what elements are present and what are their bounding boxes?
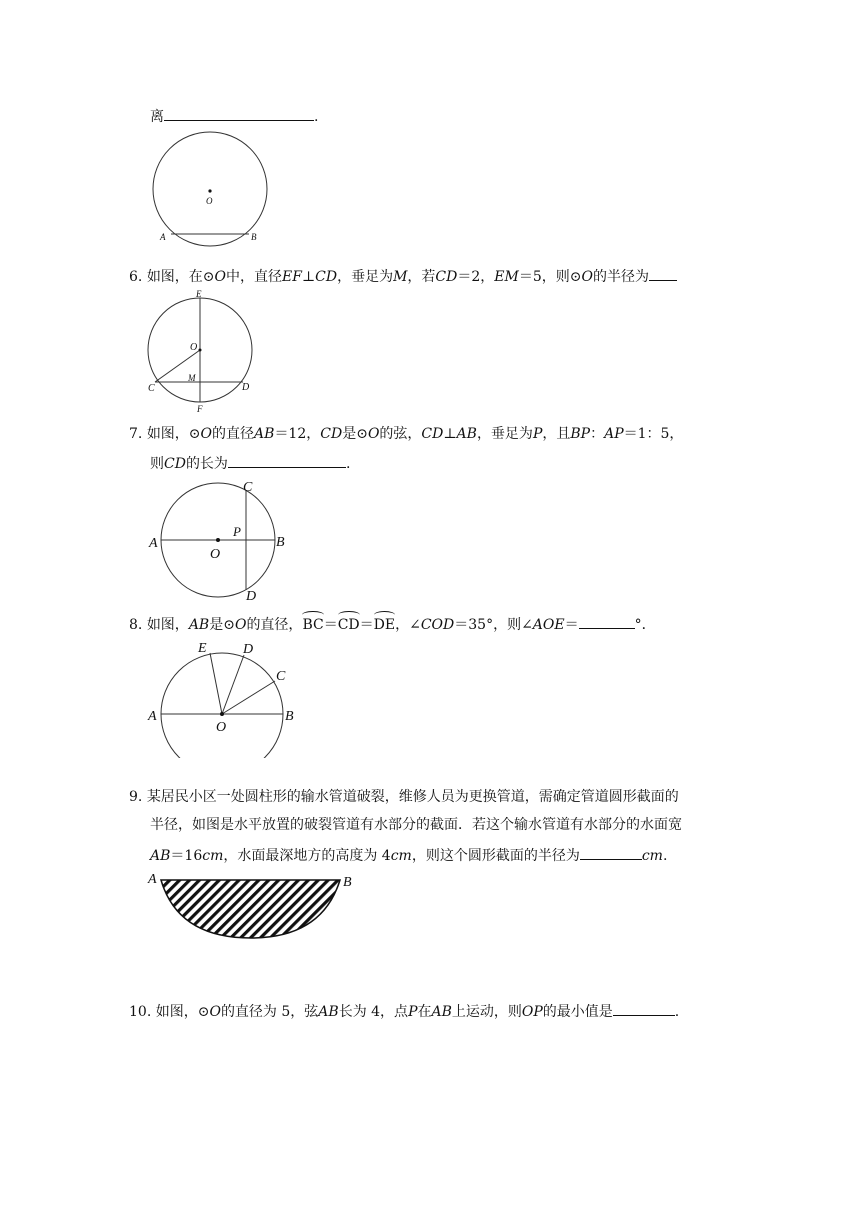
arc-CD: CD [337, 617, 360, 633]
q7-text: 7. 如图，⊙O的直径AB＝12，CD是⊙O的弦，CD⊥AB，垂足为P，且BP：AP＝1：5， [129, 426, 684, 442]
q5-answer-line: 离 . [150, 106, 318, 126]
answer-blank[interactable] [580, 845, 642, 860]
q7-circle-figure [140, 476, 300, 604]
arc-DE: DE [373, 617, 396, 633]
q6-text: 6. 如图，在⊙O中，直径EF⊥CD，垂足为M，若CD＝2，EM＝5，则⊙O的半径为 [129, 266, 677, 286]
svg-text:C: C [148, 383, 155, 394]
svg-text:C: C [243, 480, 253, 495]
answer-blank[interactable] [613, 1001, 675, 1016]
q10-text: 10. 如图，⊙O的直径为 5，弦AB长为 4，点P在AB上运动，则OP的最小值是 . [129, 1001, 679, 1021]
q8-text: 8. 如图，AB是⊙O的直径，BC＝CD＝DE，∠COD＝35°，则∠AOE＝ °． [129, 614, 656, 634]
q9-text-line1: 9. 某居民小区一处圆柱形的输水管道破裂，维修人员为更换管道，需确定管道圆形截面的 [129, 789, 679, 805]
svg-text:O: O [190, 342, 198, 353]
q9-text-line3: AB＝16cm，水面最深地方的高度为 4cm，则这个圆形截面的半径为 cm. [150, 845, 667, 865]
svg-text:B: B [276, 535, 285, 550]
svg-text:D: D [242, 382, 250, 393]
answer-blank[interactable] [579, 614, 635, 629]
q5-circle-figure [140, 128, 280, 248]
svg-text:E: E [196, 289, 202, 299]
svg-text:A: A [148, 872, 157, 887]
q8-circle-figure [140, 638, 310, 758]
answer-blank[interactable] [228, 453, 346, 468]
label-B: B [251, 232, 257, 242]
svg-text:A: A [148, 709, 157, 724]
svg-text:F: F [197, 404, 203, 414]
q9-pipe-cross-section [140, 868, 365, 943]
svg-text:P: P [233, 524, 241, 539]
svg-text:M: M [188, 373, 196, 383]
svg-text:C: C [276, 669, 286, 684]
svg-text:D: D [246, 589, 257, 604]
arc-BC: BC [302, 617, 324, 633]
q6-circle-figure [140, 286, 265, 416]
svg-text:O: O [216, 720, 227, 735]
q7-text-line2: 则CD的长为 . [150, 453, 350, 473]
svg-text:D: D [243, 642, 254, 657]
answer-blank[interactable] [164, 106, 314, 121]
svg-text:A: A [149, 536, 158, 551]
q9-text-line2: 半径，如图是水平放置的破裂管道有水部分的截面．若这个输水管道有水部分的水面宽 [150, 817, 682, 833]
svg-text:O: O [210, 547, 221, 562]
svg-text:B: B [343, 875, 352, 890]
label-A: A [160, 232, 166, 242]
svg-text:B: B [285, 709, 294, 724]
svg-text:E: E [198, 641, 207, 656]
answer-blank[interactable] [649, 266, 677, 281]
label-O: O [206, 196, 213, 206]
